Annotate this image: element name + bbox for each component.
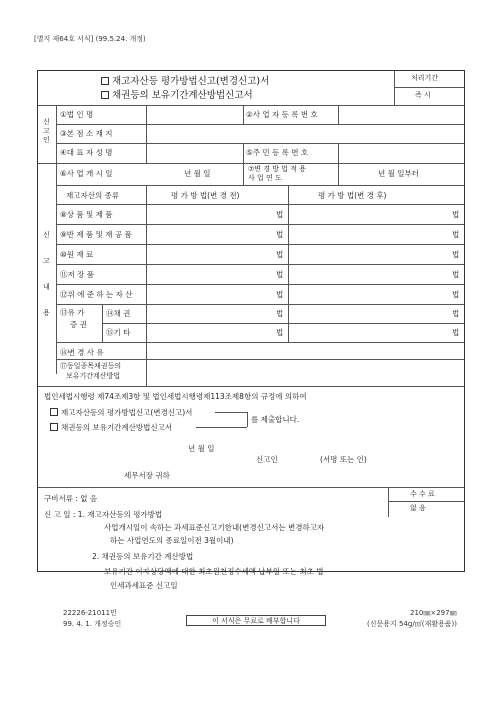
row-similar-assets-label: ⑫위 에 준 하 는 자 산 bbox=[60, 290, 133, 299]
biz-reg-no-label: ②사 업 자 등 록 번 호 bbox=[246, 110, 318, 119]
before-unit: 법 bbox=[276, 309, 284, 318]
before-unit: 법 bbox=[276, 270, 284, 279]
rep-name-label: ④대 표 자 성 명 bbox=[60, 148, 113, 157]
paper-type: (신문용지 54g/㎡(재활용품)) bbox=[367, 620, 457, 628]
after-unit: 법 bbox=[452, 290, 460, 299]
declaration-option-1: 재고자산등의 평가방법신고(변경신고)서 bbox=[50, 408, 192, 417]
signature-label: (서명 또는 인) bbox=[320, 455, 367, 464]
row-goods-label: ⑧상 품 및 제 품 bbox=[60, 210, 113, 219]
after-unit: 법 bbox=[452, 328, 460, 337]
legal-basis-text: 법인세법시행령 제74조제3항 및 법인세법시행령제113조제8항의 규정에 의하여 bbox=[44, 392, 307, 401]
before-unit: 법 bbox=[276, 210, 284, 219]
applicant-section-label: 신 고 인 bbox=[43, 118, 50, 145]
after-unit: 법 bbox=[452, 210, 460, 219]
applicant-label: 신고인 bbox=[256, 455, 278, 464]
hq-address-label: ③본 점 소 재 지 bbox=[60, 129, 113, 138]
securities-label-1: ⑬유 가 bbox=[60, 308, 85, 317]
processing-period-label: 처리기간 bbox=[411, 74, 439, 82]
checkbox-icon[interactable] bbox=[50, 423, 58, 431]
fee-label: 수 수 료 bbox=[410, 490, 435, 498]
checkbox-icon[interactable] bbox=[101, 77, 109, 85]
title-line-2: 채권등의 보유기간계산방법신고서 bbox=[101, 91, 253, 101]
col-kind-header: 재고자산의 종류 bbox=[66, 191, 120, 200]
due-label: 신 고 일 : 1. 재고자산등의 평가방법 bbox=[44, 510, 163, 519]
form-frame bbox=[37, 70, 465, 590]
approval-date: 99. 4. 1. 개정승인 bbox=[63, 620, 122, 628]
form-code: 22226-21011민 bbox=[63, 609, 117, 617]
change-apply-label-2: 사 업 연 도 bbox=[248, 174, 282, 182]
due-1-line-a: 사업개시일이 속하는 과세표준신고기한내(변경신고서는 변경하고자 bbox=[104, 523, 325, 532]
title-line-1: 재고자산등 평가방법신고(변경신고)서 bbox=[101, 77, 269, 87]
after-unit: 법 bbox=[452, 270, 460, 279]
col-before-header: 평 가 방 법(변 경 전) bbox=[171, 191, 240, 200]
submit-text: 를 제출합니다. bbox=[251, 415, 300, 424]
corp-name-label: ①법 인 명 bbox=[60, 110, 94, 119]
checkbox-icon[interactable] bbox=[50, 408, 58, 416]
row-supplies-label: ⑪저 장 품 bbox=[60, 270, 95, 279]
before-unit: 법 bbox=[276, 230, 284, 239]
required-docs: 구비서류 : 없 음 bbox=[44, 494, 98, 503]
change-apply-value: 년 월 일부터 bbox=[378, 169, 419, 178]
row-other-label: ⑮기 타 bbox=[106, 328, 131, 337]
bond-holding-label-2: 보유기간계산방법 bbox=[66, 372, 121, 380]
row-raw-material-label: ⑩원 재 료 bbox=[60, 250, 94, 259]
col-after-header: 평 가 방 법(변 경 후) bbox=[318, 191, 387, 200]
row-semi-goods-label: ⑨반 제 품 및 재 공 품 bbox=[60, 230, 132, 239]
after-unit: 법 bbox=[452, 309, 460, 318]
fee-value: 없 음 bbox=[410, 504, 426, 512]
paper-size: 210㎜×297㎜ bbox=[410, 609, 457, 617]
change-apply-label-1: ⑦변 경 방 법 적 용 bbox=[248, 165, 306, 173]
bond-holding-label-1: ⑰동일종목채권등의 bbox=[60, 362, 122, 370]
form-number-note: [별지 제64호 서식] (99.5.24. 개정) bbox=[34, 35, 146, 43]
before-unit: 법 bbox=[276, 290, 284, 299]
processing-period-value: 즉 시 bbox=[415, 91, 431, 99]
resident-reg-no-label: ⑤주 민 등 록 번 호 bbox=[246, 148, 309, 157]
due-2-line-a: 보유기간 이자상당액에 대한 최초원천징수세액 납부일 또는 최초 법 bbox=[104, 567, 324, 576]
checkbox-icon[interactable] bbox=[101, 91, 109, 99]
due-2-line-b: 인세과세표준 신고일 bbox=[110, 581, 178, 590]
securities-label-2: 증 권 bbox=[70, 320, 87, 329]
due-1-line-b: 하는 사업연도의 종료일이전 3월이내) bbox=[110, 536, 234, 545]
before-unit: 법 bbox=[276, 250, 284, 259]
after-unit: 법 bbox=[452, 250, 460, 259]
change-reason-label: ⑯변 경 사 유 bbox=[60, 348, 104, 357]
after-unit: 법 bbox=[452, 230, 460, 239]
business-start-label: ⑥사 업 개 시 일 bbox=[60, 169, 113, 178]
free-distribution-note: 이 서식은 무료로 배부합니다 bbox=[186, 615, 326, 626]
business-start-value: 년 월 일 bbox=[184, 169, 211, 178]
recipient-text: 세무서장 귀하 bbox=[124, 471, 170, 480]
before-unit: 법 bbox=[276, 328, 284, 337]
declaration-option-2: 채권등의 보유기간계산방법신고서 bbox=[50, 423, 172, 432]
due-2-label: 2. 채권등의 보유기간 계산방법 bbox=[92, 552, 194, 561]
declaration-date: 년 월 일 bbox=[188, 444, 215, 453]
row-bond-label: ⑭채 권 bbox=[106, 309, 131, 318]
content-section-label: 신 고 내 용 bbox=[43, 231, 50, 317]
